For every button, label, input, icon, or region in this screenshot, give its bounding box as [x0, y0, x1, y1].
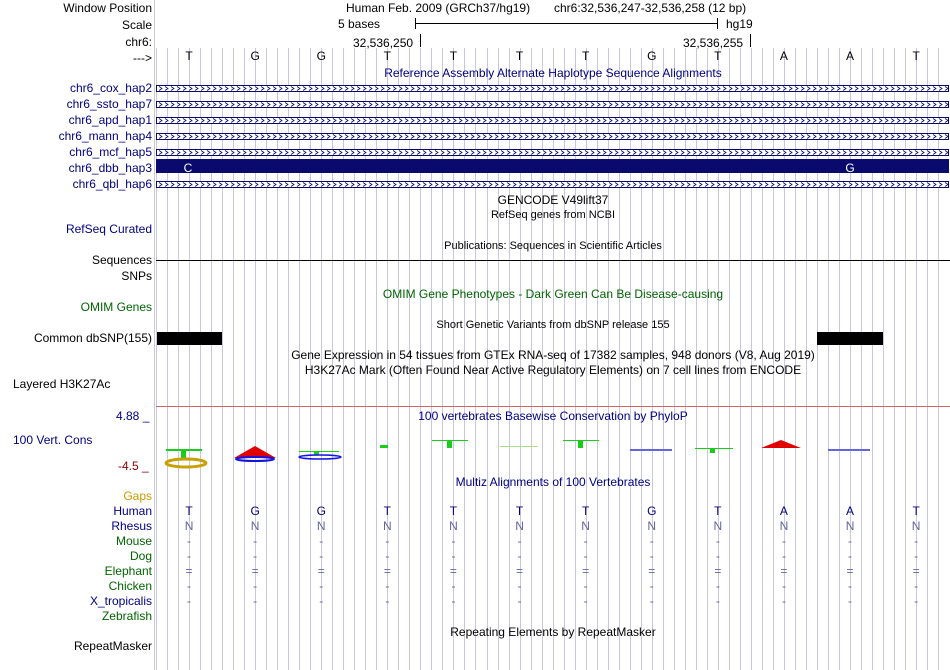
reference-base: G: [250, 49, 260, 63]
h3k27ac-title: H3K27Ac Mark (Often Found Near Active Regulatory Elements) on 7 cell lines from ENCODE: [304, 363, 802, 377]
multiz-species-label[interactable]: Zebrafish: [101, 609, 152, 623]
alt-haplotype-alignment-bar[interactable]: [156, 149, 949, 156]
sequences-label[interactable]: Sequences: [91, 253, 152, 267]
phylop-logo-t5: [432, 440, 468, 441]
coord-right-tick: [750, 34, 751, 47]
multiz-species-label[interactable]: Elephant: [104, 564, 152, 578]
multiz-species-alignment: T G G T T T T G T A A T: [185, 504, 920, 518]
phylop-logo-c3: [299, 455, 341, 459]
multiz-species-alignment: - - - - - - - - - - - -: [187, 549, 919, 563]
multiz-species-alignment: - - - - - - - - - - - -: [187, 579, 919, 593]
position-text: chr6:32,536,247-32,536,258 (12 bp): [554, 1, 747, 15]
phylop-logo-t7: [563, 440, 599, 441]
gtex-title: Gene Expression in 54 tissues from GTEx RNA-seq of 17382 samples, 948 donors (V8, Aug 2019): [291, 348, 815, 362]
phylop-logo-t9-stem: [710, 449, 715, 453]
reference-base: A: [779, 49, 788, 63]
haplotype-mismatch-base: G: [845, 161, 855, 175]
scale-bar-left-tick: [415, 18, 416, 29]
alt-haplotype-label[interactable]: chr6_ssto_hap7: [66, 97, 152, 111]
multiz-species-alignment: - - - - - - - - - - - -: [187, 594, 919, 608]
label-column-divider: [154, 0, 155, 670]
multiz-species-label[interactable]: Chicken: [108, 579, 152, 593]
strand-label: --->: [133, 51, 152, 65]
alt-haplotype-label[interactable]: chr6_mcf_hap5: [69, 145, 152, 159]
phylop-logo-t9: [695, 448, 733, 449]
alt-haplotype-solid-bar[interactable]: [156, 159, 949, 173]
scale-bar-right-tick: [717, 18, 718, 29]
common-dbsnp-label[interactable]: Common dbSNP(155): [33, 331, 152, 345]
reference-base: T: [185, 49, 193, 63]
phylop-logo-c2: [236, 457, 274, 461]
coord-left: 32,536,250: [353, 36, 414, 50]
reference-base: T: [714, 49, 722, 63]
alt-haplotype-label[interactable]: chr6_dbb_hap3: [68, 161, 152, 175]
snps-label[interactable]: SNPs: [121, 269, 152, 283]
window-position-label: Window Position: [63, 1, 152, 15]
reference-base: T: [912, 49, 920, 63]
scale-db: hg19: [726, 17, 753, 31]
alt-haplotype-label[interactable]: chr6_qbl_hap6: [72, 177, 152, 191]
phylop-logo-c11: [828, 449, 870, 451]
phylop-logo-t7-stem: [578, 441, 583, 448]
alt-haplotype-title: Reference Assembly Alternate Haplotype Sequence Alignments: [384, 66, 722, 80]
multiz-species-alignment: N N N N N N N N N N N N: [184, 519, 921, 533]
scale-bases-text: 5 bases: [338, 17, 381, 31]
repeatmasker-title: Repeating Elements by RepeatMasker: [450, 625, 656, 639]
phylop-logo-t6: [500, 446, 538, 447]
multiz-species-label[interactable]: Dog: [129, 549, 152, 563]
multiz-species-label[interactable]: Human: [113, 504, 152, 518]
reference-base: A: [846, 49, 855, 63]
dbsnp-variant-left[interactable]: [157, 332, 222, 345]
alt-haplotype-label[interactable]: chr6_apd_hap1: [68, 113, 152, 127]
alt-haplotype-alignment-bar[interactable]: [156, 181, 949, 188]
reference-base: G: [647, 49, 657, 63]
coord-right: 32,536,255: [683, 36, 744, 50]
dbsnp-title: Short Genetic Variants from dbSNP release 155: [436, 319, 670, 331]
reference-base: T: [383, 49, 392, 63]
multiz-species-label[interactable]: Mouse: [115, 534, 152, 548]
scale-bar: [415, 23, 718, 24]
scale-label: Scale: [121, 18, 152, 32]
haplotype-mismatch-base: C: [183, 161, 193, 175]
multiz-species-alignment: - - - - - - - - - - - -: [187, 534, 919, 548]
alt-haplotype-label[interactable]: chr6_mann_hap4: [58, 129, 152, 143]
phylop-track-label[interactable]: 100 Vert. Cons: [13, 433, 93, 447]
multiz-species-alignment: = = = = = = = = = = = =: [185, 564, 920, 578]
refseq-title: RefSeq genes from NCBI: [490, 209, 616, 221]
phylop-logo-t5-stem: [447, 441, 452, 448]
layered-h3k27ac-label[interactable]: Layered H3K27Ac: [13, 377, 111, 391]
omim-genes-label[interactable]: OMIM Genes: [80, 300, 152, 314]
multiz-species-alignment: [156, 609, 950, 623]
reference-base: T: [515, 49, 524, 63]
dbsnp-variant-right[interactable]: [817, 332, 883, 345]
h3k27ac-divider: [156, 406, 950, 407]
alt-haplotype-alignment-bar[interactable]: [156, 85, 949, 92]
phylop-logo-track: [0, 430, 950, 472]
alt-haplotype-alignment-bar[interactable]: [156, 117, 949, 124]
gaps-label[interactable]: Gaps: [123, 489, 152, 503]
phylop-logo-t4: [380, 445, 388, 448]
reference-base: T: [449, 49, 458, 63]
phylop-logo-a10: [761, 440, 801, 448]
refseq-curated-label[interactable]: RefSeq Curated: [65, 222, 152, 236]
assembly-text: Human Feb. 2009 (GRCh37/hg19): [346, 1, 531, 15]
phylop-max-value: 4.88 _: [116, 409, 150, 423]
multiz-title: Multiz Alignments of 100 Vertebrates: [455, 475, 651, 489]
gencode-title: GENCODE V49lift37: [497, 193, 609, 207]
coord-left-tick: [420, 34, 421, 47]
reference-base: T: [581, 49, 590, 63]
multiz-species-label[interactable]: X_tropicalis: [89, 594, 152, 608]
sequences-line: [156, 260, 950, 261]
repeatmasker-label[interactable]: RepeatMasker: [73, 639, 152, 653]
phylop-logo-c8: [630, 449, 672, 451]
phylop-min-value: -4.5 _: [118, 459, 149, 473]
publications-title: Publications: Sequences in Scientific Articles: [444, 240, 662, 252]
alt-haplotype-label[interactable]: chr6_cox_hap2: [69, 81, 152, 95]
chromosome-label: chr6:: [125, 35, 152, 49]
multiz-species-label[interactable]: Rhesus: [111, 519, 152, 533]
alt-haplotype-alignment-bar[interactable]: [156, 101, 949, 108]
omim-title: OMIM Gene Phenotypes - Dark Green Can Be Disease-causing: [382, 287, 724, 301]
reference-base: G: [316, 49, 326, 63]
phylop-title: 100 vertebrates Basewise Conservation by PhyloP: [418, 409, 688, 423]
phylop-logo-c1: [166, 459, 206, 467]
alt-haplotype-alignment-bar[interactable]: [156, 133, 949, 140]
